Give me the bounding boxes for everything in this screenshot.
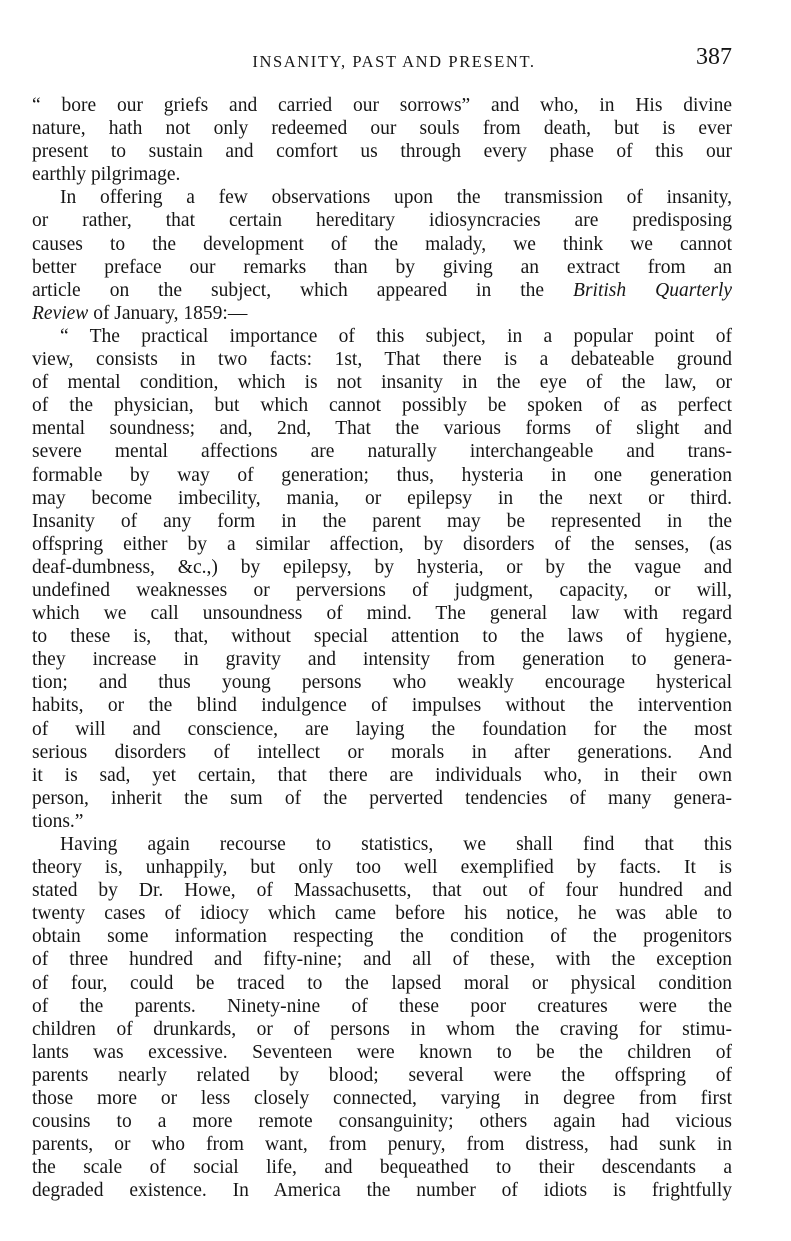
line-text: tions.” (32, 810, 84, 832)
text-line (32, 279, 732, 302)
text-line (32, 233, 732, 256)
italic-text: British Quarterly (573, 279, 732, 301)
line-text: theory is, unhappily, but only too well exemplified by facts. It is (32, 857, 732, 879)
line-text: it is sad, yet certain, that there are individuals who, in their own (32, 764, 732, 786)
line-text: lants was excessive. Seventeen were known to be the children of (32, 1041, 732, 1063)
line-text: they increase in gravity and intensity from generation to genera- (32, 649, 732, 671)
body-text (32, 94, 732, 1203)
line-text: earthly pilgrimage. (32, 164, 181, 186)
text-line (32, 810, 732, 833)
line-text: of the parents. Ninety-nine of these poor creatures were the (32, 995, 732, 1017)
line-text: of mental condition, which is not insanity in the eye of the law, or (32, 372, 732, 394)
text-line (32, 879, 732, 902)
text-line (32, 925, 732, 948)
text-line (32, 140, 732, 163)
text-line (32, 671, 732, 694)
line-text: parents nearly related by blood; several were the offspring of (32, 1064, 732, 1086)
line-text: degraded existence. In America the number of idiots is frightfully (32, 1180, 732, 1202)
line-text: “ bore our griefs and carried our sorrows” and who, in His divine (32, 95, 732, 116)
text-line (32, 510, 732, 533)
line-text: children of drunkards, or of persons in whom the craving for stimu- (32, 1018, 732, 1040)
text-line (32, 833, 732, 856)
italic-text: Review (32, 302, 89, 324)
text-line (32, 556, 732, 579)
text-line (32, 694, 732, 717)
book-page (32, 40, 732, 1203)
line-text: those more or less closely connected, varying in degree from first (32, 1088, 732, 1110)
line-text: twenty cases of idiocy which came before his notice, he was able to (32, 903, 732, 925)
text-line (32, 302, 732, 325)
text-line (32, 1087, 732, 1110)
line-text: or rather, that certain hereditary idiosyncracies are predisposing (32, 210, 732, 232)
line-text: parents, or who from want, from penury, from distress, had sunk in (32, 1134, 732, 1156)
line-text: cousins to a more remote consanguinity; others again had vicious (32, 1111, 732, 1133)
text-line (32, 487, 732, 510)
text-line (32, 764, 732, 787)
text-line (32, 533, 732, 556)
line-text: stated by Dr. Howe, of Massachusetts, that out of four hundred and (32, 880, 732, 902)
text-line (32, 1064, 732, 1087)
text-line (32, 325, 732, 348)
text-line (32, 186, 732, 209)
text-line (32, 209, 732, 232)
text-line (32, 94, 732, 117)
line-text: In offering a few observations upon the transmission of insanity, (60, 187, 732, 209)
text-line (32, 948, 732, 971)
text-line (32, 856, 732, 879)
text-line (32, 972, 732, 995)
text-line (32, 348, 732, 371)
line-text: better preface our remarks than by giving an extract from an (32, 256, 732, 278)
text-line (32, 718, 732, 741)
text-line (32, 1133, 732, 1156)
text-line (32, 256, 732, 279)
text-line (32, 440, 732, 463)
text-line (32, 787, 732, 810)
line-text: tion; and thus young persons who weakly encourage hysterical (32, 672, 732, 694)
line-text: severe mental affections are naturally interchangeable and trans- (32, 441, 732, 463)
page-number: 387 (696, 44, 732, 70)
line-text: Having again recourse to statistics, we shall find that this (60, 834, 732, 855)
text-line (32, 741, 732, 764)
line-text: nature, hath not only redeemed our souls from death, but is ever (32, 118, 732, 140)
text-line (32, 1041, 732, 1064)
text-line (32, 902, 732, 925)
line-text: of will and conscience, are laying the foundation for the most (32, 718, 732, 740)
line-text: which we call unsoundness of mind. The general law with regard (32, 603, 732, 625)
line-text: of January, 1859:— (88, 302, 248, 324)
text-line (32, 1179, 732, 1202)
line-text: of three hundred and fifty-nine; and all of these, with the exception (32, 949, 732, 971)
line-text: deaf-dumbness, &c.,) by epilepsy, by hysteria, or by the vague and (32, 556, 732, 578)
text-line (32, 602, 732, 625)
line-text: undefined weaknesses or perversions of judgment, capacity, or will, (32, 579, 732, 601)
line-text: causes to the development of the malady, we think we cannot (32, 233, 732, 255)
line-text: person, inherit the sum of the perverted tendencies of many genera- (32, 787, 732, 809)
text-line (32, 163, 732, 186)
text-line (32, 394, 732, 417)
text-line (32, 625, 732, 648)
page-header (32, 40, 732, 76)
text-line (32, 417, 732, 440)
line-text: article on the subject, which appeared in the (32, 279, 545, 301)
line-text: present to sustain and comfort us through every phase of this our (32, 141, 732, 163)
text-line (32, 464, 732, 487)
line-text: may become imbecility, mania, or epilepsy in the next or third. (32, 487, 732, 509)
line-text: formable by way of generation; thus, hysteria in one generation (32, 464, 732, 486)
running-title: INSANITY, PAST AND PRESENT. (252, 52, 536, 71)
line-text: of four, could be traced to the lapsed moral or physical condition (32, 972, 732, 994)
line-text: habits, or the blind indulgence of impulses without the intervention (32, 695, 732, 717)
text-line (32, 1018, 732, 1041)
text-line (32, 371, 732, 394)
text-line (32, 1110, 732, 1133)
line-text: to these is, that, without special attention to the laws of hygiene, (32, 626, 732, 648)
line-text: Insanity of any form in the parent may be represented in the (32, 510, 732, 532)
line-text: view, consists in two facts: 1st, That there is a debateable ground (32, 349, 732, 371)
text-line (32, 1156, 732, 1179)
line-text: serious disorders of intellect or morals in after generations. And (32, 741, 732, 763)
line-text: “ The practical importance of this subject, in a popular point of (60, 325, 732, 347)
line-text: of the physician, but which cannot possibly be spoken of as perfect (32, 395, 732, 417)
line-text: mental soundness; and, 2nd, That the various forms of slight and (32, 418, 732, 440)
text-line (32, 995, 732, 1018)
text-line (32, 117, 732, 140)
line-text: the scale of social life, and bequeathed to their descendants a (32, 1157, 732, 1179)
text-line (32, 579, 732, 602)
line-text: offspring either by a similar affection, by disorders of the senses, (as (32, 533, 732, 555)
text-line (32, 648, 732, 671)
line-text: obtain some information respecting the condition of the progenitors (32, 926, 732, 948)
